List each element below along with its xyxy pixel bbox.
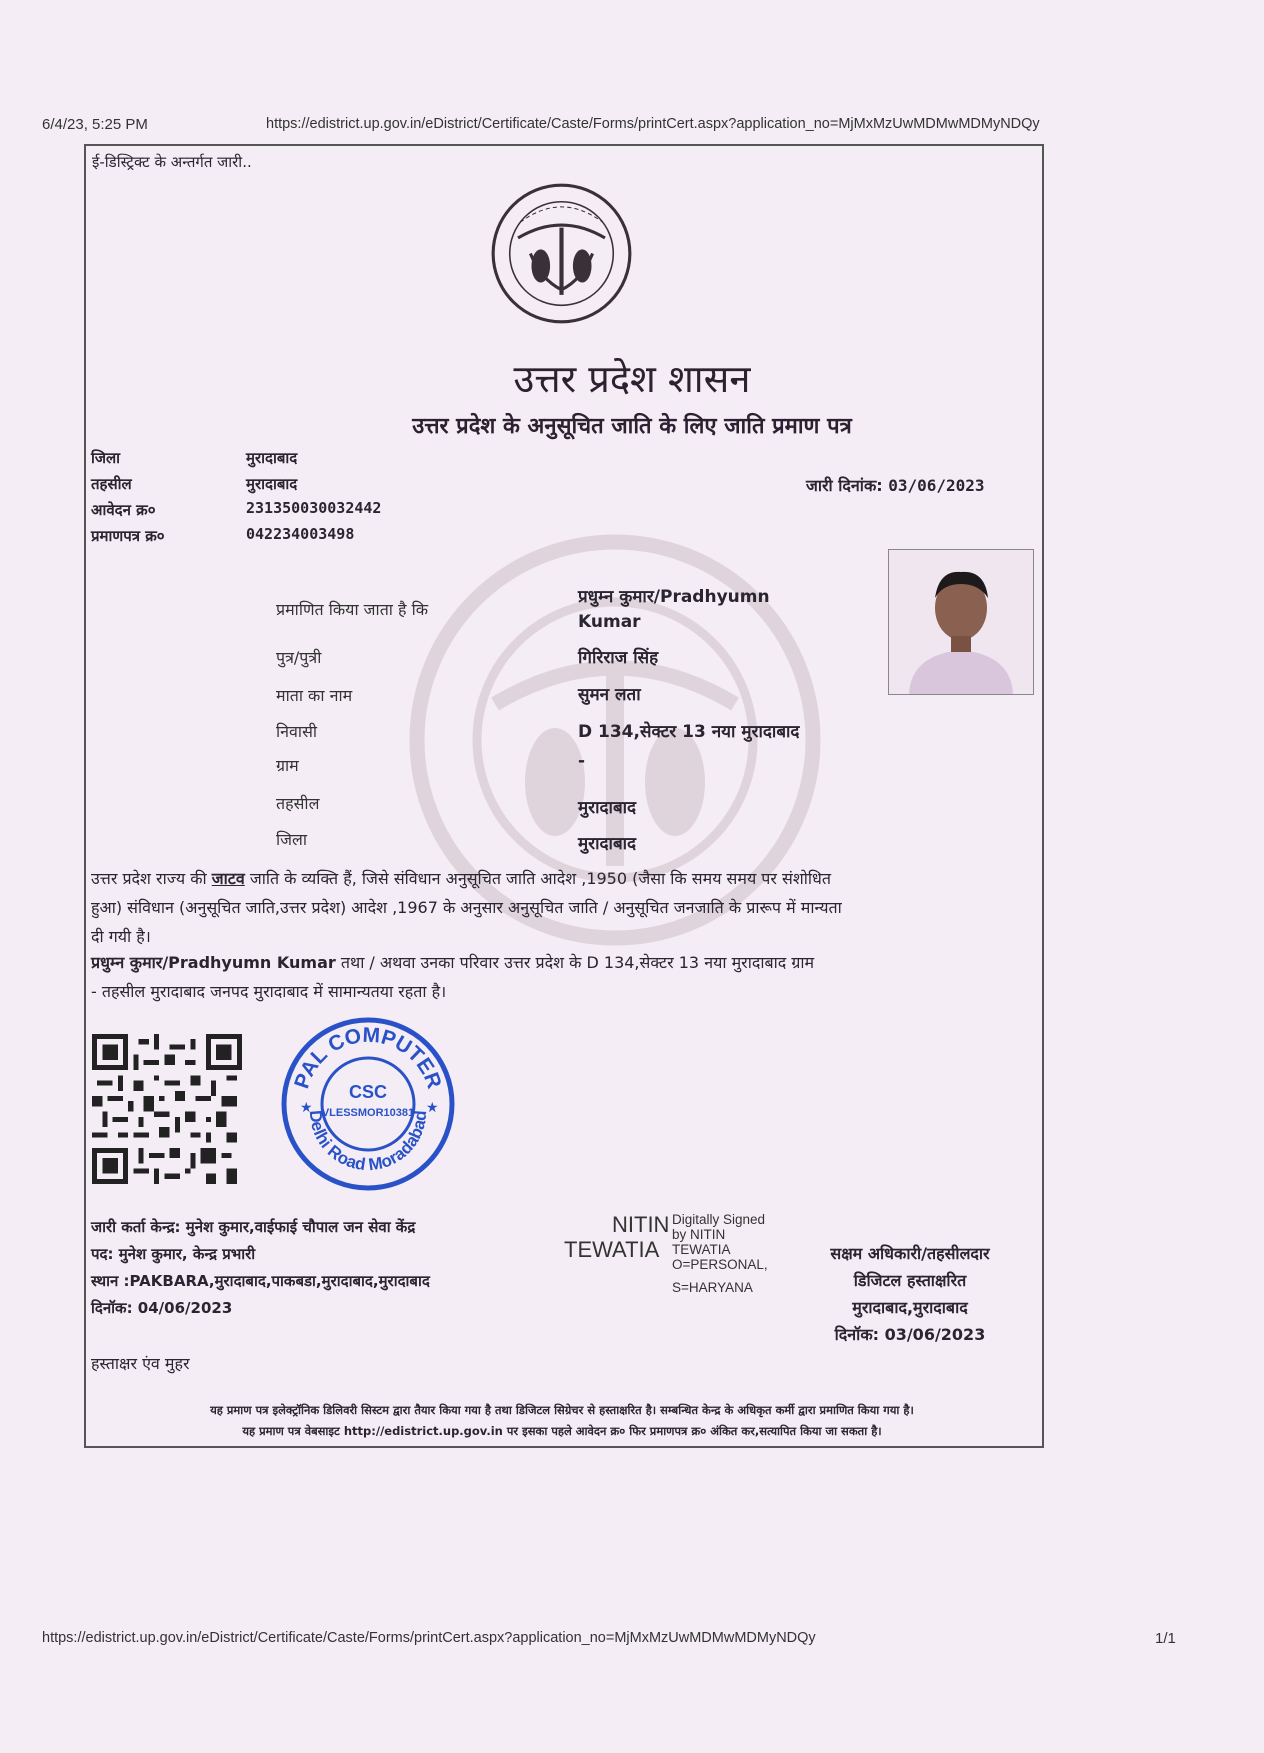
issuer-post: पद: मुनेश कुमार, केन्द्र प्रभारी xyxy=(91,1245,256,1263)
caste-text-line3: दी गयी है। xyxy=(91,927,151,946)
detail-label-son-of: पुत्र/पुत्री xyxy=(276,648,322,667)
residence-text-line2: - तहसील मुरादाबाद जनपद मुरादाबाद में सामान्यतया रहता है। xyxy=(91,982,447,1001)
stamp-center-csc: CSC xyxy=(348,1082,388,1102)
print-url: https://edistrict.up.gov.in/eDistrict/Certificate/Caste/Forms/printCert.aspx?application_no=MjMxMzUwMDMwMDMyNDQy xyxy=(266,116,1040,132)
tehsil-label: तहसील xyxy=(91,475,132,493)
detail-label-district: जिला xyxy=(276,830,308,849)
detail-value-tehsil: मुरादाबाद xyxy=(578,798,637,818)
stamp-star-icon: ★ xyxy=(426,1100,439,1116)
verification-notice-line2: यह प्रमाण पत्र वेबसाइट http://edistrict.up.gov.in पर इसका पहले आवेदन क्र० फिर प्रमाणपत्र क्र० अंकित कर,सत्यापित किया जा सकता है। xyxy=(242,1424,882,1438)
certificate-value: 042234003498 xyxy=(246,525,355,543)
caste-text-start: उत्तर प्रदेश राज्य की xyxy=(91,869,212,888)
digital-signature xyxy=(564,1212,784,1332)
detail-value-name-line2: Kumar xyxy=(578,612,641,632)
authority-block xyxy=(800,1240,1020,1348)
signature-line: Digitally Signed xyxy=(672,1212,766,1227)
authority-title: सक्षम अधिकारी/तहसीलदार xyxy=(830,1244,990,1263)
print-datetime: 6/4/23, 5:25 PM xyxy=(42,116,148,133)
tehsil-value: मुरादाबाद xyxy=(246,475,298,493)
person-photo-icon xyxy=(889,550,1033,694)
signature-line: O=PERSONAL, xyxy=(672,1257,768,1272)
stamp-center-code: VLESSMOR10381 xyxy=(321,1107,415,1119)
detail-label-certified: प्रमाणित किया जाता है कि xyxy=(276,600,429,619)
certificate-label: प्रमाणपत्र क्र० xyxy=(91,527,165,545)
footer-url: https://edistrict.up.gov.in/eDistrict/Certificate/Caste/Forms/printCert.aspx?application_no=MjMxMzUwMDMwMDMyNDQy xyxy=(42,1630,816,1646)
signer-name-line1: NITIN xyxy=(612,1212,670,1237)
caste-text-end: जाति के व्यक्ति हैं, जिसे संविधान अनुसूचित जाति आदेश ,1950 (जैसा कि समय समय पर संशोधित xyxy=(244,869,831,888)
footer-page-number: 1/1 xyxy=(1155,1630,1176,1647)
detail-value-father: गिरिराज सिंह xyxy=(578,648,659,668)
csc-stamp xyxy=(276,1012,460,1196)
page-title: उत्तर प्रदेश शासन xyxy=(513,357,751,401)
signature-line: TEWATIA xyxy=(672,1242,731,1257)
up-emblem-icon xyxy=(489,181,634,326)
detail-value-name-line1: प्रधुम्न कुमार/Pradhyumn xyxy=(578,587,770,607)
district-value: मुरादाबाद xyxy=(246,449,298,467)
page-subtitle: उत्तर प्रदेश के अनुसूचित जाति के लिए जाति प्रमाण पत्र xyxy=(412,414,852,439)
application-value: 231350030032442 xyxy=(246,499,382,517)
issuer-centre: जारी कर्ता केन्द्र: मुनेश कुमार,वाईफाई चौपाल जन सेवा केंद्र xyxy=(91,1218,416,1236)
issue-date xyxy=(806,474,985,496)
detail-label-mother: माता का नाम xyxy=(276,686,353,705)
stamp-star-icon: ★ xyxy=(300,1100,313,1116)
qr-code-icon xyxy=(90,1034,244,1184)
issue-date-label: जारी दिनांक: xyxy=(806,476,883,495)
detail-value-address: D 134,सेक्टर 13 नया मुरादाबाद xyxy=(578,722,800,742)
issuer-date: दिनॉक: 04/06/2023 xyxy=(91,1299,233,1317)
residence-name: प्रधुम्न कुमार/Pradhyumn Kumar xyxy=(91,953,336,972)
issuer-block xyxy=(91,1214,430,1322)
detail-value-mother: सुमन लता xyxy=(578,685,641,705)
authority-location: मुरादाबाद,मुरादाबाद xyxy=(852,1298,968,1317)
verification-notice-line1: यह प्रमाण पत्र इलेक्ट्रॉनिक डिलिवरी सिस्टम द्वारा तैयार किया गया है तथा डिजिटल सिग्रेचर से हस्ताक्षरित है। सम्बन्धित केन्द्र के अधिकृत कर्मी द्वारा प्रमाणित किया गया है। xyxy=(210,1403,914,1417)
caste-name: जाटव xyxy=(211,869,245,888)
detail-value-district: मुरादाबाद xyxy=(578,834,637,854)
caste-paragraph xyxy=(91,864,1035,951)
signature-line: S=HARYANA xyxy=(672,1280,753,1295)
svg-text:Delhi Road Moradabad xyxy=(306,1109,431,1174)
residence-text: तथा / अथवा उनका परिवार उत्तर प्रदेश के D 134,सेक्टर 13 नया मुरादाबाद ग्राम xyxy=(335,953,815,972)
applicant-photo xyxy=(888,549,1034,695)
signer-name-line2: TEWATIA xyxy=(564,1237,660,1262)
detail-label-village: ग्राम xyxy=(276,756,299,775)
issue-date-value: 03/06/2023 xyxy=(888,476,985,495)
stamp-bottom-text: Delhi Road Moradabad xyxy=(305,1109,431,1175)
authority-date: दिनॉक: 03/06/2023 xyxy=(834,1325,986,1344)
detail-label-tehsil: तहसील xyxy=(276,794,320,813)
signature-line: by NITIN xyxy=(672,1227,726,1242)
application-label: आवेदन क्र० xyxy=(91,501,156,519)
issuer-place: स्थान :PAKBARA,मुरादाबाद,पाकबडा,मुरादाबाद,मुरादाबाद xyxy=(91,1272,430,1290)
detail-label-resident: निवासी xyxy=(276,722,318,741)
district-label: जिला xyxy=(91,449,121,467)
signature-details xyxy=(672,1212,768,1295)
stamp-top-text: PAL COMPUTER xyxy=(290,1023,446,1092)
authority-signed: डिजिटल हस्ताक्षरित xyxy=(853,1271,967,1290)
sign-seal-label: हस्ताक्षर एंव मुहर xyxy=(91,1354,190,1373)
residence-paragraph xyxy=(91,948,1035,1006)
detail-value-village: - xyxy=(578,751,586,771)
issued-note: ई-डिस्ट्रिक्ट के अन्तर्गत जारी.. xyxy=(92,153,252,171)
caste-text-line2: हुआ) संविधान (अनुसूचित जाति,उत्तर प्रदेश) आदेश ,1967 के अनुसार अनुसूचित जाति / अनुसूचित जनजाति के प्रारूप में मान्यता xyxy=(91,898,842,917)
